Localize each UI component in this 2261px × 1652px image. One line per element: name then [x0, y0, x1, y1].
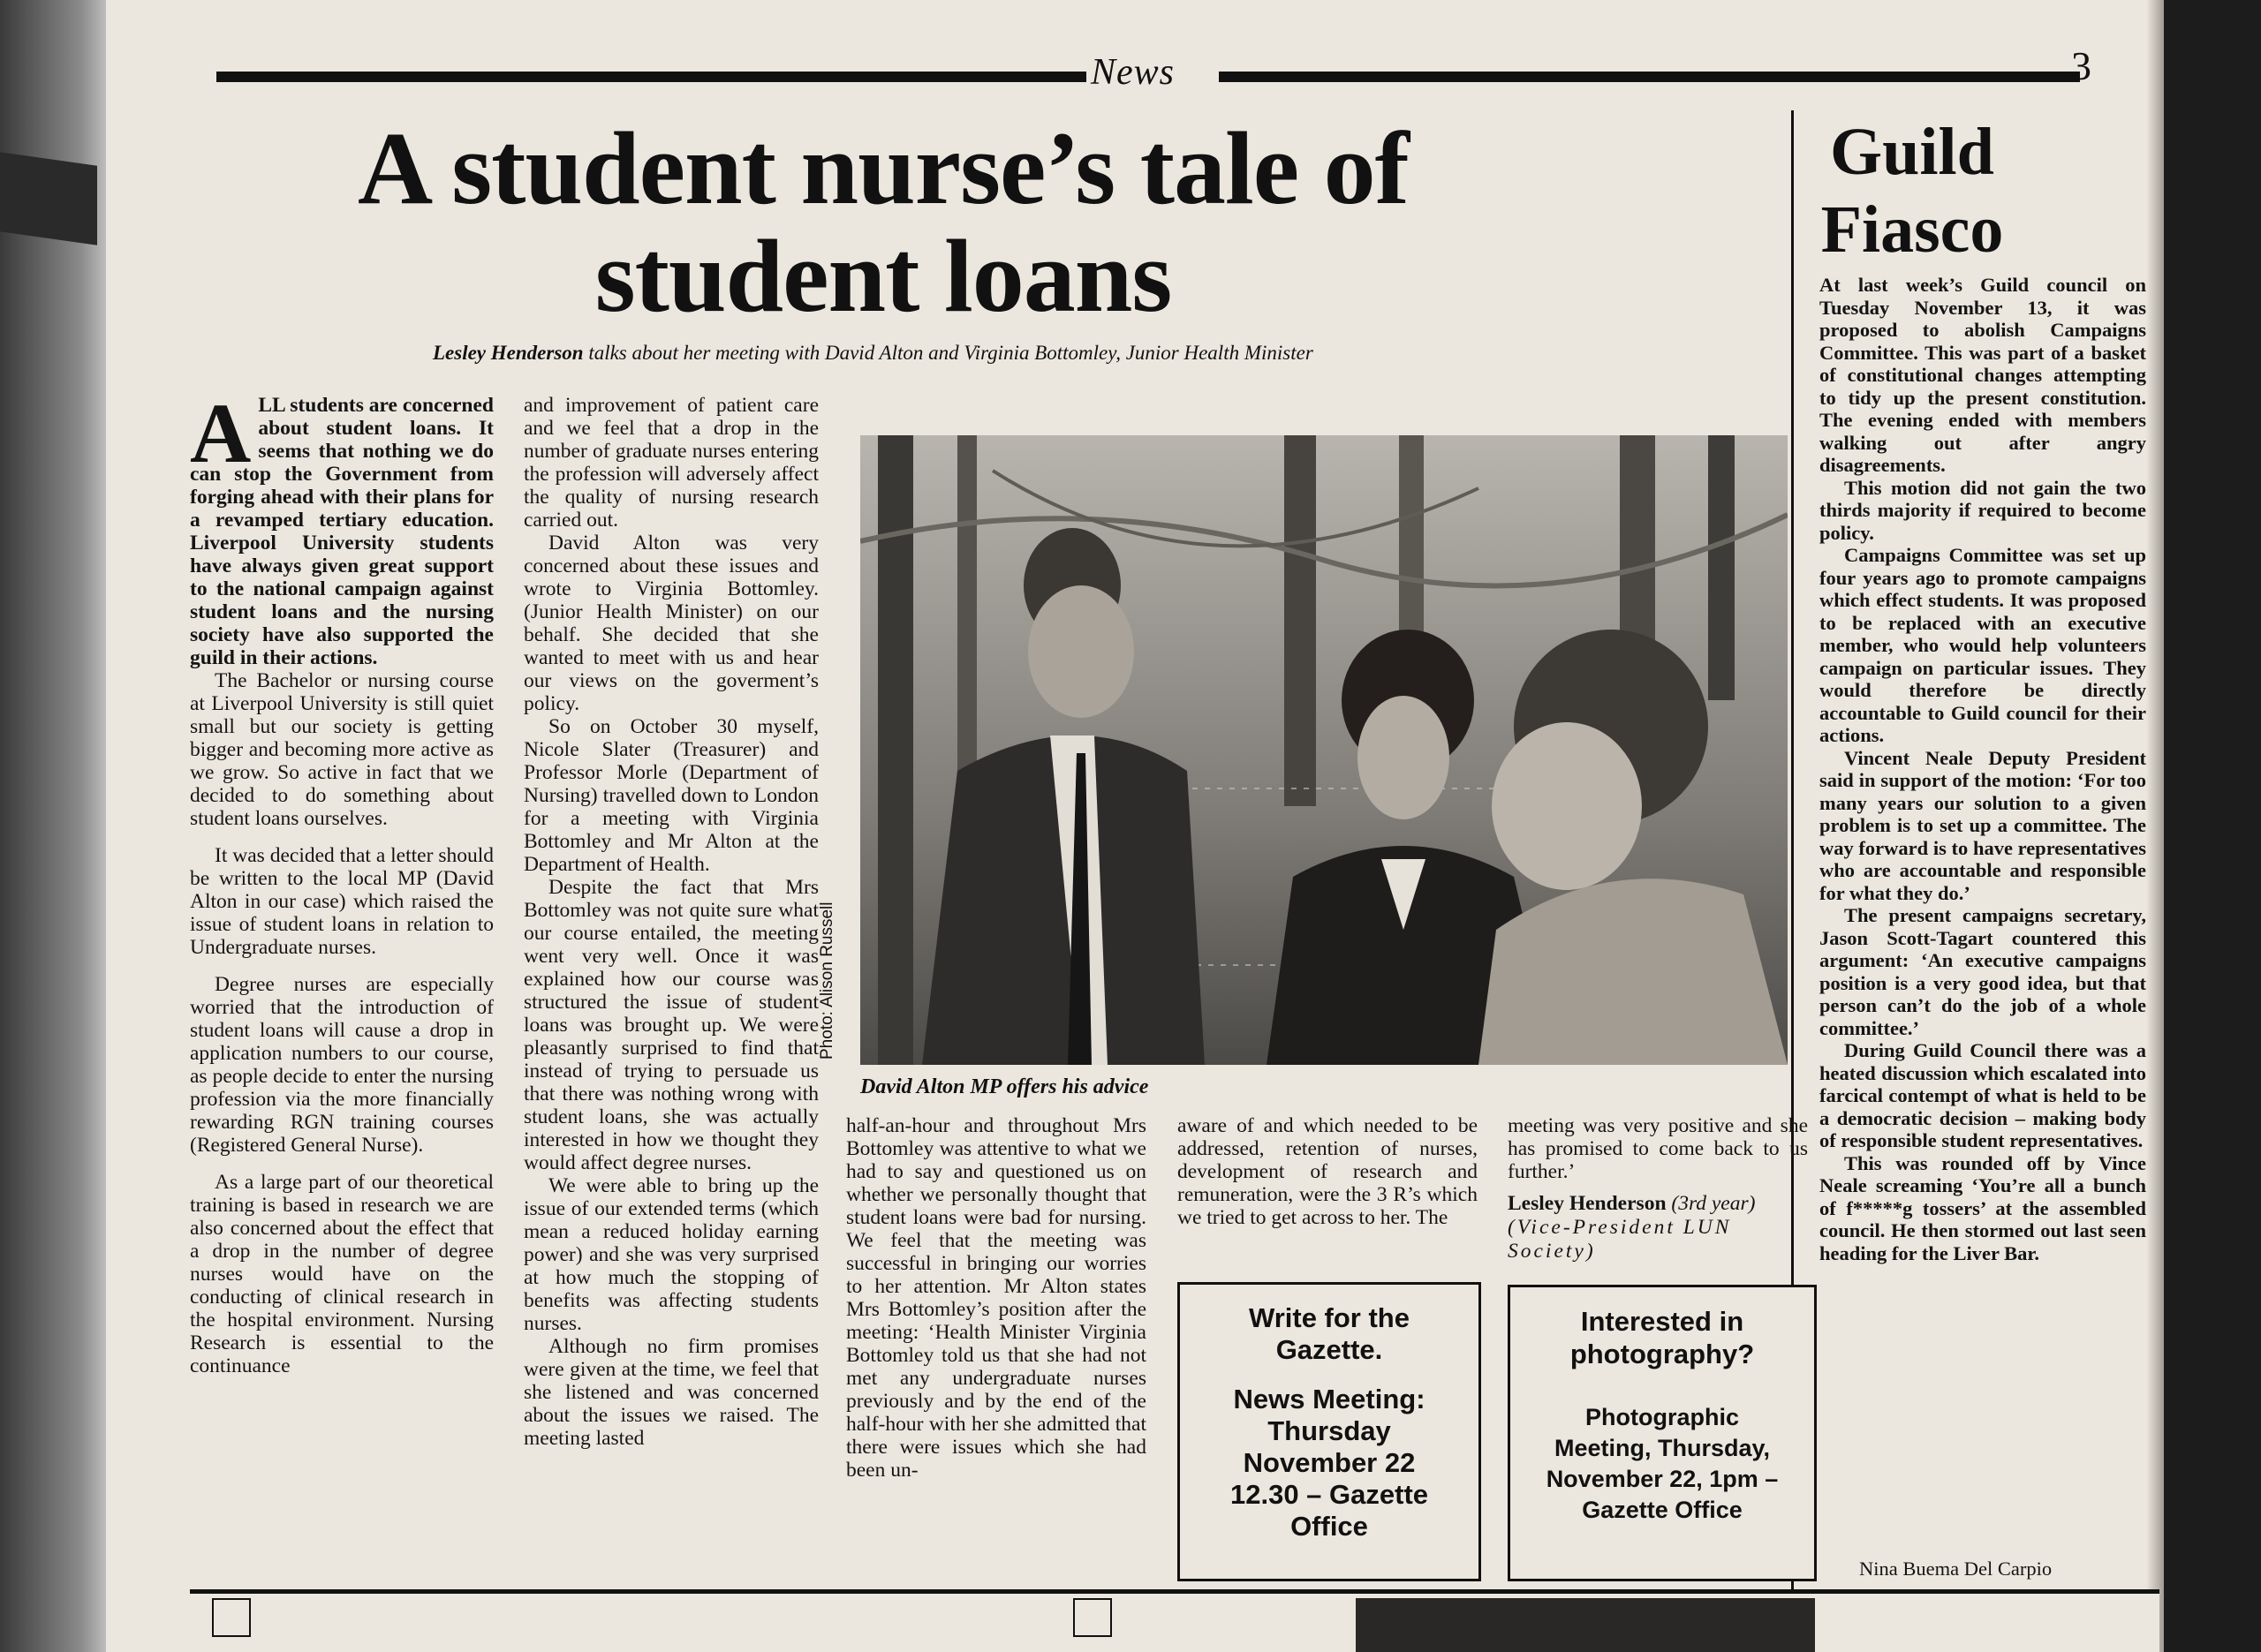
- paragraph: and improvement of patient care and we feel that a drop in the number of graduate nurses entering the profession will adversely affect the quality of nursing research carried out.: [524, 394, 819, 532]
- top-rule-right: [1219, 72, 2080, 82]
- paragraph: Despite the fact that Mrs Bottomley was not quite sure what our course entailed, the meeting went very well. Once it was explained how our course was structured the issue of student loans was brought up. We were pleasantly surprised to find that instead of trying to persuade us that there was nothing wrong with student loans, she was actually interested in how we thought they would affect degree nurses.: [524, 876, 819, 1174]
- page-number: 3: [2071, 43, 2091, 88]
- byline-name: Lesley Henderson: [1508, 1192, 1667, 1215]
- byline-line-1: [1508, 1192, 1808, 1216]
- article-column-2: [524, 394, 819, 1450]
- article-photo: [860, 435, 1788, 1065]
- lead-paragraph: [190, 386, 494, 669]
- byline-role: (Vice-President LUN Society): [1508, 1216, 1732, 1263]
- top-rule-left: [216, 72, 1086, 82]
- sidebar-paragraph: Vincent Neale Deputy President said in support of the motion: ‘For too many years our solution to a given problem is to set up a committee. The way forward is to have representatives who are accountable and responsible for what they do.’: [1819, 746, 2146, 904]
- sidebar-headline: [1793, 113, 2031, 268]
- next-article-strip: [190, 1594, 2159, 1652]
- gazette-ad-line-2: Gazette.: [1275, 1334, 1383, 1365]
- photo-caption: David Alton MP offers his advice: [860, 1075, 1149, 1098]
- gazette-ad-line-5: November 22: [1243, 1447, 1416, 1478]
- article-byline: [1508, 1192, 1808, 1264]
- article-column-4: [1177, 1114, 1478, 1229]
- sidebar-paragraph: This motion did not gain the two thirds majority if required to become policy.: [1819, 476, 2146, 544]
- paragraph: The Bachelor or nursing course at Liverpool University is still quiet small but our society is getting bigger and becoming more active as we grow. So active in fact that we decided to do something about student loans ourselves.: [190, 669, 494, 830]
- paragraph: aware of and which needed to be addressed, retention of nurses, development of research and remuneration, were the 3 R’s which we tried to get across to her. The: [1177, 1114, 1478, 1229]
- drop-cap: A: [190, 386, 252, 480]
- article-column-5: [1508, 1114, 1808, 1183]
- gazette-ad-line-1: Write for the: [1249, 1302, 1410, 1333]
- paragraph: As a large part of our theoretical training is based in research we are also concerned about the effect that a drop in the number of degree nurses would have on the conducting of clinical research in the hospital environment. Nursing Research is essential to the continuance: [190, 1171, 494, 1377]
- sidebar-title-line-1: Guild: [1830, 115, 1994, 189]
- byline-year: (3rd year): [1666, 1192, 1756, 1215]
- adjacent-page-edge: [0, 0, 115, 1652]
- photo-ad-line-3: Photographic: [1585, 1404, 1739, 1430]
- sidebar-title-line-2: Fiasco: [1820, 192, 2004, 267]
- sidebar-paragraph: At last week’s Guild council on Tuesday November 13, it was proposed to abolish Campaigns Committee. This was part of a basket of constitutional changes attempting to tidy up the present constitution. The evening ended with members walking out after angry disagreements.: [1819, 274, 2146, 476]
- sidebar-paragraph: This was rounded off by Vince Neale screaming ‘You’re all a bunch of f*****g tossers’ at the assembled council. He then stormed out last seen heading for the Liver Bar.: [1819, 1151, 2146, 1264]
- paragraph: Although no firm promises were given at the time, we feel that she listened and was concerned about the issues we raised. The meeting lasted: [524, 1335, 819, 1450]
- paragraph: It was decided that a letter should be written to the local MP (David Alton in our case) which raised the issue of student loans in relation to Undergraduate nurses.: [190, 844, 494, 959]
- photo-ad-line-1: Interested in: [1580, 1306, 1744, 1337]
- strip-box-mid: [1073, 1598, 1112, 1637]
- sidebar-paragraph: Campaigns Committee was set up four years ago to promote campaigns which effect students. It was proposed to be replaced with an executive member, who would help volunteers campaign on particular issues. They would therefore be directly accountable to Guild council for their actions.: [1819, 544, 2146, 746]
- standfirst-text: talks about her meeting with David Alton and Virginia Bottomley, Junior Health Minister: [583, 342, 1313, 364]
- strip-box-left: [212, 1598, 251, 1637]
- gazette-ad-line-4: Thursday: [1267, 1415, 1391, 1446]
- paragraph: Degree nurses are especially worried that the introduction of student loans will cause a drop in application numbers to our course, as people decide to enter the nursing profession via the more financially rewarding RGN training courses (Registered General Nurse).: [190, 973, 494, 1157]
- gazette-ad-line-7: Office: [1290, 1511, 1368, 1542]
- photo-illustration: [860, 435, 1788, 1065]
- page-curl: [2146, 0, 2164, 1652]
- sidebar-byline: Nina Buema Del Carpio: [1859, 1558, 2053, 1580]
- article-column-1: [190, 386, 494, 1377]
- photography-ad-box: [1508, 1285, 1817, 1581]
- article-column-3: [846, 1114, 1146, 1482]
- photo-ad-line-2: photography?: [1569, 1339, 1755, 1369]
- sidebar-paragraph: During Guild Council there was a heated discussion which escalated into farcical contempt of what is held to be a democratic decision – making body of responsible student representatives.: [1819, 1039, 2146, 1151]
- article-headline: A student nurse’s tale of student loans: [358, 110, 1409, 334]
- photo-ad-line-5: November 22, 1pm –: [1546, 1466, 1779, 1492]
- sidebar-paragraph: The present campaigns secretary, Jason Scott-Tagart countered this argument: ‘An executive campaigns position is a very good idea, but that person can’t do the job of a whole committee.’: [1819, 904, 2146, 1039]
- gazette-ad-line-3: News Meeting:: [1233, 1384, 1425, 1414]
- standfirst-author: Lesley Henderson: [433, 342, 584, 364]
- article-standfirst: [433, 342, 1581, 365]
- section-kicker: News: [1091, 52, 1176, 93]
- lead-text: LL students are concerned about student loans. It seems that nothing we do can stop the Government from forging ahead with their plans for a revamped tertiary education. Liverpool University students have always given great support to the national campaign against student loans and the nursing society have also supported the guild in their actions.: [190, 394, 494, 669]
- photo-ad-line-4: Meeting, Thursday,: [1554, 1435, 1771, 1461]
- paragraph: meeting was very positive and she has promised to come back to us further.’: [1508, 1114, 1808, 1183]
- photo-ad-line-6: Gazette Office: [1582, 1497, 1743, 1523]
- sidebar-body: [1819, 274, 2146, 1264]
- paragraph: So on October 30 myself, Nicole Slater (Treasurer) and Professor Morle (Department of Nursing) travelled down to London for a meeting with Virginia Bottomley and Mr Alton at the Department of Health.: [524, 715, 819, 876]
- paragraph: We were able to bring up the issue of our extended terms (which mean a reduced holiday earning power) and she was very surprised at how much the stopping of benefits was affecting students nurses.: [524, 1174, 819, 1335]
- paragraph: half-an-hour and throughout Mrs Bottomley was attentive to what we had to say and questioned us on whether we personally thought that student loans were bad for nursing. We feel that the meeting was successful in bringing our worries to her attention. Mr Alton states Mrs Bottomley’s position after the meeting: ‘Health Minister Virginia Bottomley told us that she had not met any undergraduate nurses previously and by the end of the half-hour with her she admitted that there were issues which she had been un-: [846, 1114, 1146, 1482]
- paragraph: David Alton was very concerned about these issues and wrote to Virginia Bottomley. (Junior Health Minister) on our behalf. She decided that she wanted to meet with us and hear our views on the goverment’s policy.: [524, 532, 819, 715]
- photo-credit: Photo: Alison Russell: [818, 901, 836, 1060]
- strip-photo: [1356, 1598, 1815, 1652]
- gazette-ad-box: [1177, 1282, 1481, 1581]
- gazette-ad-line-6: 12.30 – Gazette: [1229, 1479, 1429, 1510]
